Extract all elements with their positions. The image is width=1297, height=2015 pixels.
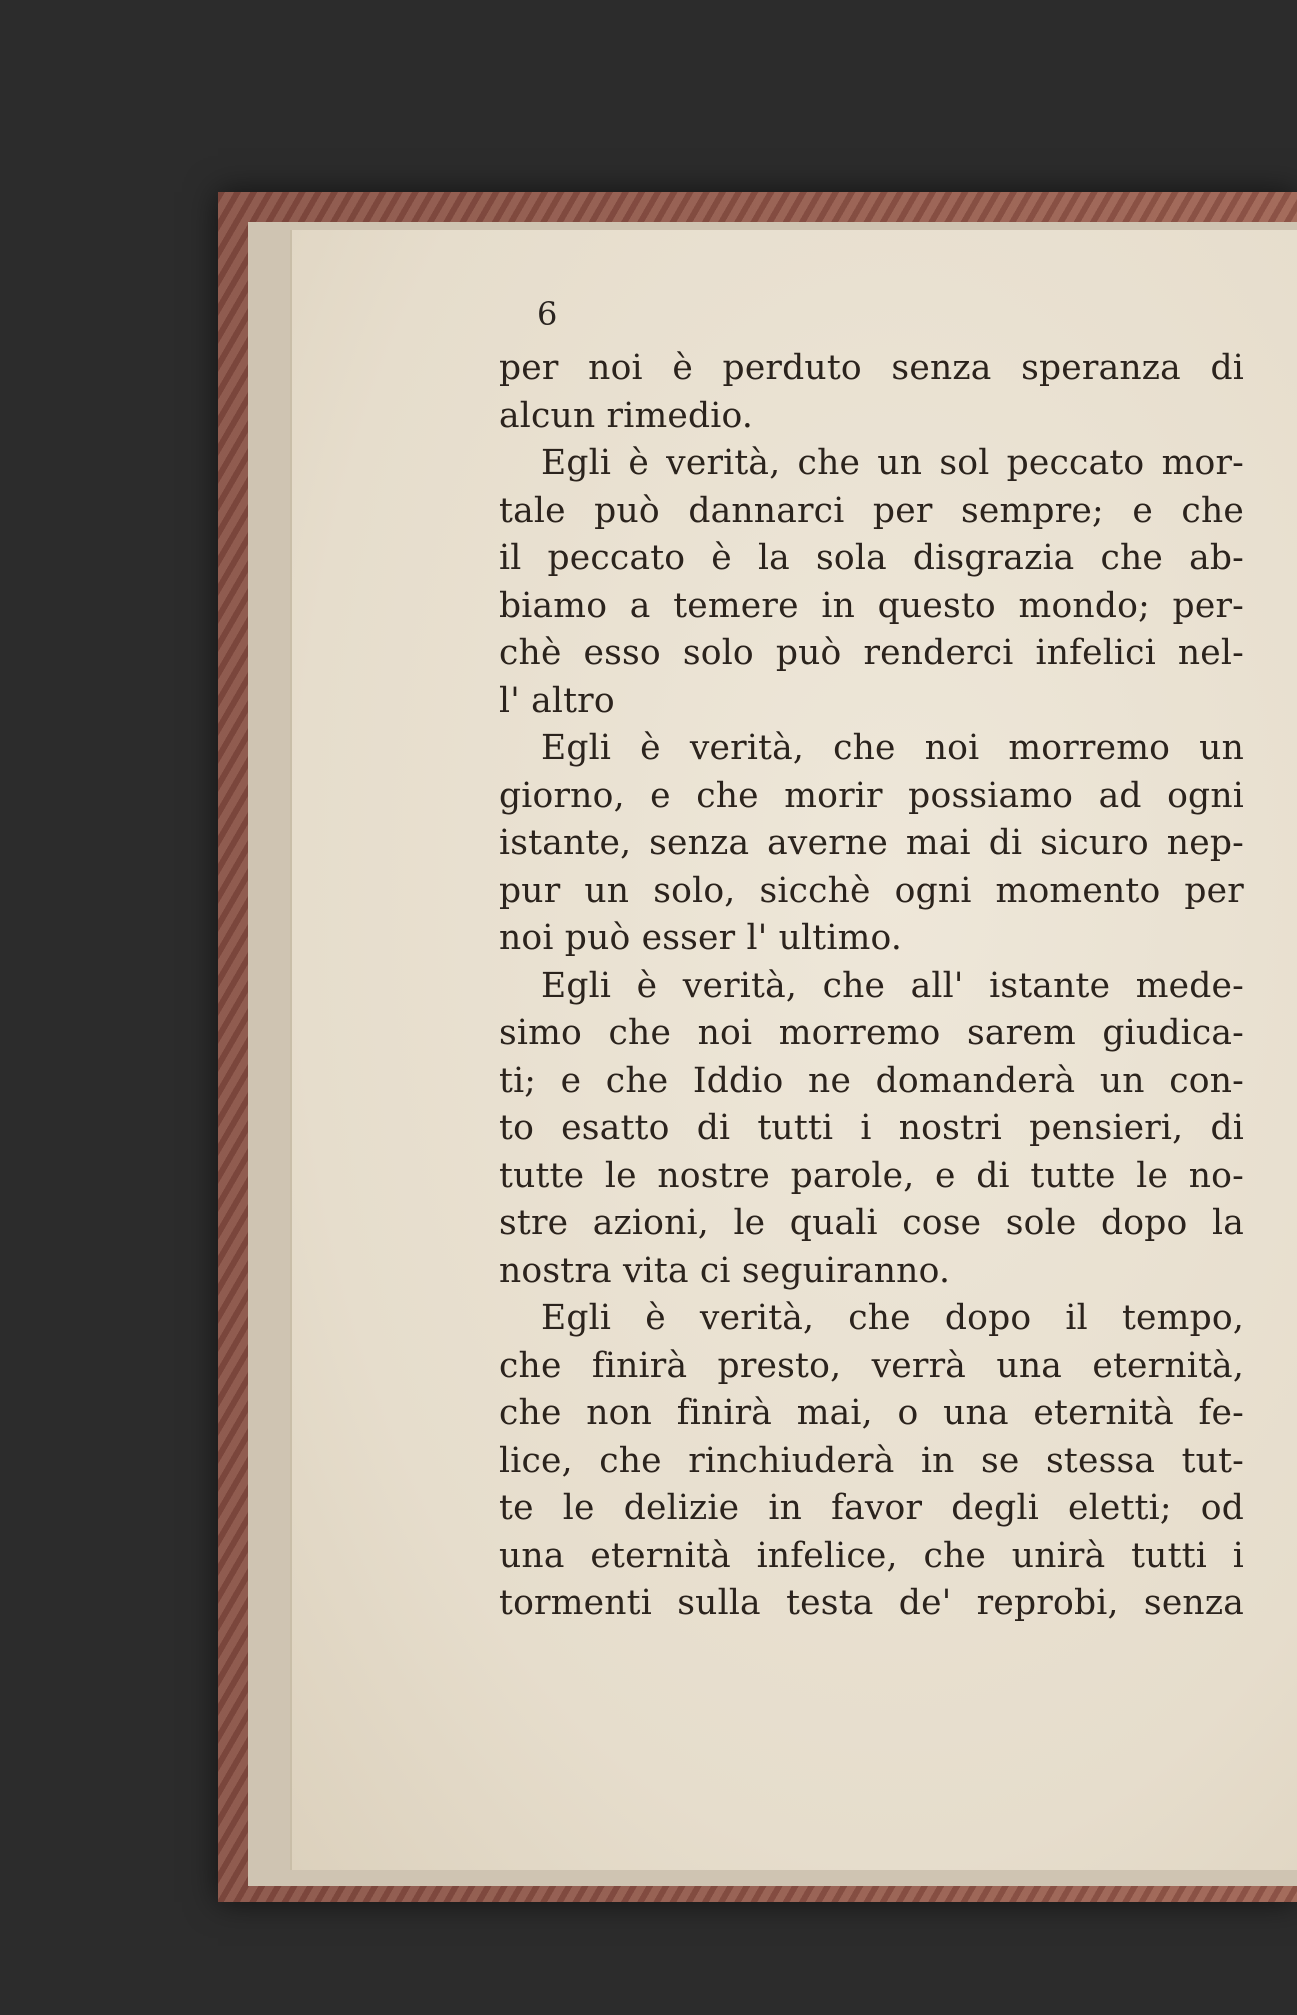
text-line: simo che noi morremo sarem giudica- — [499, 1013, 1244, 1053]
text-line: nostra vita ci seguiranno. — [499, 1250, 951, 1291]
page-number: 6 — [537, 295, 558, 333]
text-line: istante, senza averne mai di sicuro nep- — [499, 823, 1244, 863]
text-line: che finirà presto, verrà una eternità, — [499, 1345, 1244, 1386]
text-line: lice, che rinchiuderà in se stessa tut- — [499, 1440, 1244, 1481]
text-line: Egli è verità, che all' istante mede- — [541, 965, 1244, 1006]
text-line: te le delizie in favor degli eletti; od — [499, 1488, 1244, 1528]
text-line: tale può dannarci per sempre; e che — [499, 490, 1244, 531]
text-line: il peccato è la sola disgrazia che ab- — [499, 538, 1244, 578]
text-line: una eternità infelice, che unirà tutti i — [499, 1535, 1244, 1576]
text-line: tutte le nostre parole, e di tutte le no- — [499, 1155, 1244, 1196]
text-line: chè esso solo può renderci infelici nel- — [499, 633, 1244, 673]
page-text — [499, 345, 1244, 1628]
book-page — [290, 230, 1297, 1870]
text-line: Egli è verità, che un sol peccato mor- — [541, 443, 1244, 483]
text-line: per noi è perduto senza speranza di — [499, 348, 1244, 388]
text-line: che non finirà mai, o una eternità fe- — [499, 1393, 1244, 1433]
text-line: alcun rimedio. — [499, 395, 754, 436]
text-line: noi può esser l' ultimo. — [499, 918, 903, 958]
text-line: l' altro — [499, 680, 615, 721]
text-line: Egli è verità, che noi morremo un — [541, 728, 1244, 768]
text-line: pur un solo, sicchè ogni momento per — [499, 870, 1244, 911]
text-line: to esatto di tutti i nostri pensieri, di — [499, 1108, 1244, 1148]
text-line: Egli è verità, che dopo il tempo, — [541, 1298, 1244, 1338]
text-line: ti; e che Iddio ne domanderà un con- — [499, 1060, 1244, 1101]
text-line: stre azioni, le quali cose sole dopo la — [499, 1203, 1244, 1243]
text-line: giorno, e che morir possiamo ad ogni — [499, 775, 1244, 816]
text-line: biamo a temere in questo mondo; per- — [499, 585, 1244, 626]
text-line: tormenti sulla testa de' reprobi, senza — [499, 1583, 1244, 1623]
